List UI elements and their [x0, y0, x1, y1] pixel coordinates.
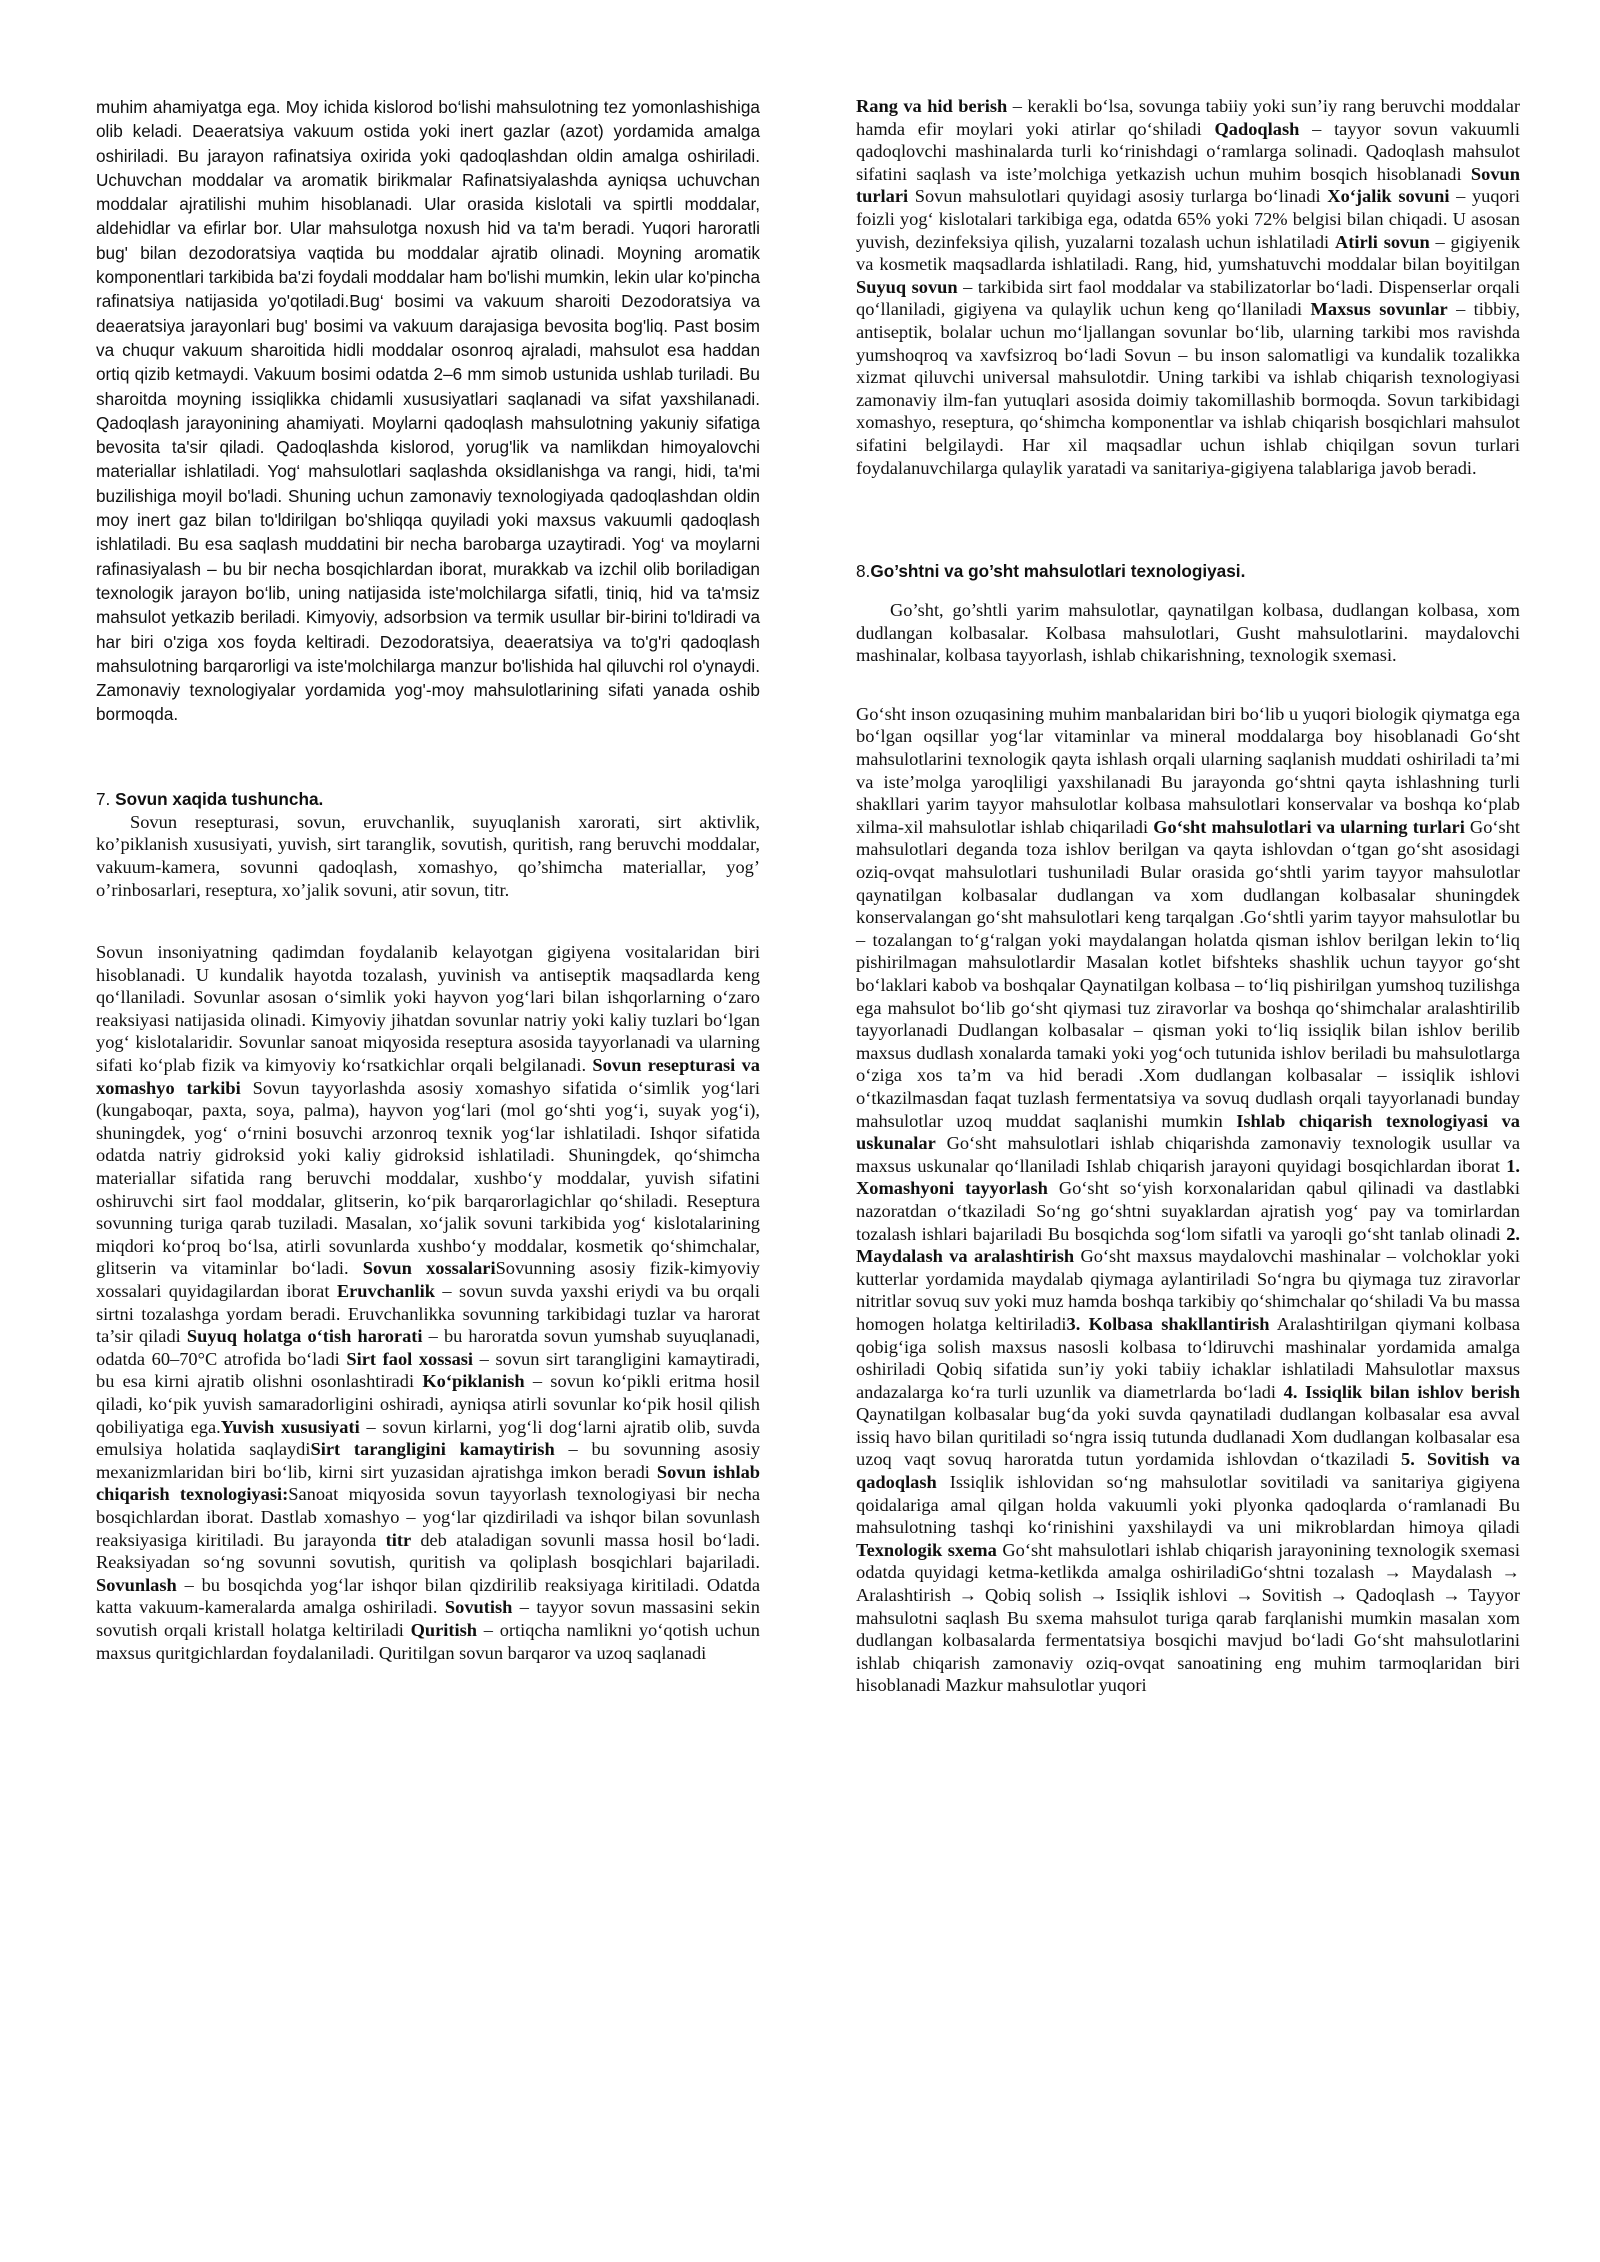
section-8-heading: [856, 559, 1520, 583]
bold-term: Sovutish: [444, 1597, 513, 1618]
bold-term: Sirt faol xossasi: [346, 1348, 474, 1369]
text-run: – tayyor sovun massasini sekin sovutish orqali kristall holatga keltiriladi: [96, 1597, 760, 1640]
bold-term: 1. Xomashyoni tayyorlash: [856, 1155, 1520, 1199]
section-7-continued: [856, 95, 1520, 479]
text-run: Go‘sht mahsulotlari ishlab chiqarish jarayonining texnologik sxemasi odatda quyidagi ketma-ketlikda amalga oshiriladiGo‘shtni tozalash → Maydalash → Aralashtirish → Qobiq solish → Issiqlik ishlovi → Sovitish → Qadoqlash → Tayyor mahsulotni saqlash Bu sxema mahsulot turiga qarab farqlanishi mumkin masalan xom dudlangan kolbasalarda fermentatsiya bosqichi mavjud bo‘ladi Go‘sht mahsulotlarini ishlab chiqarish zamonaviy oziq-ovqat sanoatining eng muhim tarmoqlaridan biri hisoblanadi Mazkur mahsulotlar yuqori: [856, 1539, 1520, 1696]
intro-paragraph: muhim ahamiyatga ega. Moy ichida kislorod bo‘lishi mahsulotning tez yomonlashishiga olib keladi. Deaeratsiya vakuum ostida yoki inert gazlar (azot) yordamida amalga oshiriladi. Bu jarayon rafinatsiya oxirida yoki qadoqlashdan oldin amalga oshiriladi. Uchuvchan moddalar va aromatik birikmalar Rafinatsiyalashda ayniqsa uchuvchan moddalar ajratilishi muhim hisoblanadi. Ular orasida kislotali va spirtli moddalar, aldehidlar va efirlar bor. Ular mahsulotga noxush hid va ta'm beradi. Yuqori haroratli bug' bilan dezodoratsiya vaqtida bu moddalar ajratib olinadi. Moyning aromatik komponentlari tarkibida ba'zi foydali moddalar ham bo'lishi mumkin, lekin ular ko'pincha rafinatsiya natijasida yo'qotiladi.Bug‘ bosimi va vakuum sharoiti Dezodoratsiya va deaeratsiya jarayonlari bug' bosimi va vakuum darajasiga bevosita bog'liq. Past bosim va chuqur vakuum sharoitida hidli moddalar osonroq ajraladi, mahsulot esa haddan ortiq qizib ketmaydi. Vakuum bosimi odatda 2–6 mm simob ustunida ushlab turiladi. Bu sharoitda moyning issiqlikka chidamli xususiyatlari saqlanadi va sifat yaxshilanadi. Qadoqlash jarayonining ahamiyati. Moylarni qadoqlash mahsulotning yakuniy sifatiga bevosita ta'sir qiladi. Qadoqlashda kislorod, yorug'lik va namlikdan himoyalovchi materiallar ishlatiladi. Yog‘ mahsulotlari saqlashda oksidlanishga va rangi, hidi, ta'mi buzilishiga moyil bo'ladi. Shuning uchun zamonaviy texnologiyada qadoqlashdan oldin moy inert gaz bilan to'ldirilgan bo'shliqqa quyiladi yoki maxsus vakuumli qadoqlash ishlatiladi. Bu esa saqlash muddatini bir necha barobarga uzaytiradi. Yog‘ va moylarni rafinasiyalash – bu bir necha bosqichlardan iborat, murakkab va izchil olib boriladigan texnologik jarayon bo‘lib, uning natijasida iste'molchilarga sifatli, tiniq, hid va ta'msiz mahsulot yetkazib beriladi. Kimyoviy, adsorbsion va termik usullar bir-birini to'ldiradi va har biri o'ziga xos foyda keltiradi. Dezodoratsiya, deaeratsiya va to'g'ri qadoqlash mahsulotning barqarorligi va iste'molchilarga manzur bo'lishida hal qiluvchi rol o'ynaydi. Zamonaviy texnologiyalar yordamida yog'-moy mahsulotlarining sifati yanada oshib bormoqda.: [96, 97, 760, 725]
bold-term: Eruvchanlik: [336, 1281, 435, 1301]
bold-term: Maxsus sovunlar: [1310, 299, 1448, 320]
section-7-heading: [96, 787, 760, 811]
text-run: Qaynatilgan kolbasalar bug‘da yoki suvda qaynatiladi dudlangan kolbasalar esa avval issiq havo bilan quritiladi so‘ngra issiq tutunda dudlanadi Xom dudlangan kolbasalar esa uzoq vaqt sovuq haroratda tutun yordamida ishlovdan o‘tkaziladi: [856, 1404, 1520, 1470]
left-column: [96, 95, 760, 1664]
bold-term: Qadoqlash: [1214, 118, 1300, 139]
text-run: deb ataladigan sovunli massa hosil bo‘ladi. Reaksiyadan so‘ng sovunni sovutish, quritish va qoliplash bosqichlari bajariladi.: [96, 1529, 760, 1573]
bold-term: 3. Kolbasa shakllantirish: [1066, 1313, 1270, 1334]
text-run: – bu haroratda sovun yumshab suyuqlanadi, odatda 60–70°C atrofida bo‘ladi: [96, 1326, 761, 1369]
bold-term: Texnologik sxema: [856, 1539, 997, 1560]
text-run: – sovun kirlarni, yog‘li dog‘larni ajratib olib, suvda emulsiya holatida saqlaydi: [96, 1416, 760, 1460]
bold-term: Sovunlash: [96, 1574, 177, 1595]
text-run: Issiqlik ishlovidan so‘ng mahsulotlar sovitiladi va sanitariya gigiyena qoidalariga amal qilgan holda vakuumli yoki plyonka qadoqlarda o‘ramlanadi Bu mahsulotning tashqi ko‘rinishini yaxshilaydi va uni mikroblardan himoya qiladi: [856, 1472, 1520, 1538]
text-run: Sanoat miqyosida sovun tayyorlash texnologiyasi bir necha bosqichlardan iborat. Dastlab xomashyo – yog‘lar qizdiriladi va ishqor bilan sovunlash reaksiyasiga kiritiladi. Bu jarayonda: [96, 1484, 760, 1550]
section-7-number: 7.: [96, 788, 116, 809]
text-run: – sovun suvda yaxshi eriydi va bu orqali sirtni tozalashga yordam beradi. Eruvchanlikka sovunning tarkibidagi tuzlar va harorat ta’sir qiladi: [96, 1281, 760, 1347]
section-8-keywords: Go’sht, go’shtli yarim mahsulotlar, qaynatilgan kolbasa, dudlangan kolbasa, xom dudlangan kolbasalar. Kolbasa mahsulotlari, Gusht mahsulotlarini. maydalovchi mashinalar, kolbasa tayyorlash, ishlab chikarishning, texnologik sxemasi.: [856, 600, 1520, 666]
bold-term: Yuvish xususiyati: [220, 1416, 360, 1437]
section-8-title: Go’shtni va go’sht mahsulotlari texnologiyasi.: [870, 561, 1246, 582]
text-run: – tayyor sovun vakuumli qadoqlovchi mashinalarda turli ko‘rinishdagi o‘ramlarga solinadi. Qadoqlash mahsulot sifatini saqlash va iste’molchiga yetkazish uchun muhim bosqich hisoblanadi: [856, 118, 1520, 184]
bold-term: Ishlab chiqarish texnologiyasi va uskunalar: [856, 1110, 1521, 1154]
section-7-body: [96, 941, 760, 1664]
text-run: Go‘sht inson ozuqasining muhim manbalaridan biri bo‘lib u yuqori biologik qiymatga ega bo‘lgan oqsillar yog‘lar vitaminlar va mineral moddalarga boy hisoblanadi Go‘sht mahsulotlarini texnologik qayta ishlash orqali ularning saqlanish muddati oshiriladi ta’mi va iste’molga yaroqliligi yaxshilanadi Bu jarayonda go‘shtni qayta ishlashning turli shakllari yarim tayyor mahsulotlar kolbasa mahsulotlari konservalar va boshqa ko‘plab xilma-xil mahsulotlar ishlab chiqariladi: [856, 703, 1520, 837]
section-7-title: Sovun xaqida tushuncha.: [115, 788, 324, 809]
bold-term: titr: [385, 1529, 412, 1550]
bold-term: Ko‘piklanish: [422, 1371, 525, 1392]
bold-term: Xo‘jalik sovuni: [1327, 186, 1450, 207]
text-run: – yuqori foizli yog‘ kislotalari tarkibiga ega, odatda 65% yoki 72% belgisi bilan chiqadi. U asosan yuvish, dezinfeksiya qilish, yuzalarni tozalash uchun ishlatiladi: [856, 186, 1520, 252]
text-run: – ortiqcha namlikni yo‘qotish uchun maxsus quritgichlardan foydalaniladi. Quritilgan sovun barqaror va uzoq saqlanadi: [96, 1619, 760, 1663]
section-8-body: [856, 703, 1520, 1697]
text-run: – gigiyenik va kosmetik maqsadlarda ishlatiladi. Rang, hid, yumshatuvchi moddalar bilan boyitilgan: [856, 231, 1521, 275]
bold-term: Rang va hid berish: [856, 96, 1008, 116]
bold-term: Go‘sht mahsulotlari va ularning turlari: [1153, 816, 1465, 837]
text-run: Sovun mahsulotlari quyidagi asosiy turlarga bo‘linadi: [908, 186, 1328, 207]
text-run: – tibbiy, antiseptik, bolalar uchun mo‘ljallangan sovunlar bo‘lib, ularning tarkibi mos ravishda yumshoqroq va xavfsizroq bo‘ladi Sovun – bu inson salomatligi va kundalik tozalikka xizmat qiluvchi universal mahsulotdir. Uning tarkibi va ishlab chiqarish texnologiyasi zamonaviy ilm-fan yutuqlari asosida doimiy takomillashib bormoqda. Sovun tarkibidagi xomashyo, reseptura, qo‘shimcha komponentlar va ishlab chiqarish bosqichlari mahsulot sifatini belgilaydi. Har xil maqsadlar uchun ishlab chiqilgan sovun turlari foydalanuvchilarga qulaylik yaratadi va sanitariya-gigiyena talablariga javob beradi.: [856, 299, 1520, 478]
bold-term: Suyuq sovun: [856, 276, 958, 297]
bold-term: 5. Sovitish va qadoqlash: [856, 1449, 1520, 1493]
text-run: – bu bosqichda yog‘lar ishqor bilan qizdirilib reaksiyaga kiritiladi. Odatda katta vakuum-kameralarda amalga oshiriladi.: [96, 1574, 760, 1618]
bold-term: Sirt tarangligini kamaytirish: [310, 1439, 555, 1460]
section-8-number: 8.: [856, 561, 871, 582]
text-run: Go‘sht mahsulotlari ishlab chiqarishda zamonaviy texnologik usullar va maxsus uskunalar qo‘llaniladi Ishlab chiqarish jarayoni quyidagi bosqichlardan iborat: [856, 1133, 1520, 1176]
text-run: – bu sovunning asosiy mexanizmlaridan biri bo‘lib, kirni sirt yuzasidan ajratishga imkon beradi: [96, 1439, 761, 1482]
bold-term: Sovun turlari: [856, 163, 1520, 207]
bold-term: Sovun xossalari: [362, 1258, 496, 1279]
bold-term: Suyuq holatga o‘tish harorati: [186, 1326, 423, 1347]
text-run: Sovun tayyorlashda asosiy xomashyo sifatida o‘simlik yog‘lari (kungaboqar, paxta, soya, palma), hayvon yog‘lari (mol go‘shti yog‘i, suyak yog‘i), shuningdek, yog‘ o‘rnini bosuvchi arzonroq texnik yog‘lar ishlatiladi. Ishqor sifatida odatda natriy gidroksid yoki kaliy gidroksid ishlatiladi. Shuningdek, qo‘shimcha materiallar sifatida rang beruvchi moddalar, xushbo‘y moddalar, yuvish sifatini oshiruvchi sirt faol moddalar, glitserin, ko‘pik barqarorlagichlar qo‘shiladi. Reseptura sovunning turiga qarab tuziladi. Masalan, xo‘jalik sovuni tarkibida yog‘ kislotalarining miqdori ko‘proq bo‘lsa, atirli sovunlarda xushbo‘y moddalar, kosmetik qo‘shimchalar, glitserin va vitaminlar bo‘ladi.: [96, 1077, 761, 1279]
text-run: Sovunning asosiy fizik-kimyoviy xossalari quyidagilardan iborat: [96, 1258, 761, 1301]
bold-term: 4. Issiqlik bilan ishlov berish: [1283, 1381, 1520, 1402]
text-run: Go‘sht maxsus maydalovchi mashinalar – volchoklar yoki kutterlar yordamida maydalab qiymaga aylantiriladi So‘ngra bu qiymaga tuz ziravorlar nitritlar sovuq suv yoki muz hamda boshqa tarkibiy qo‘shimchalar qo‘shiladi Va bu massa homogen holatga keltiriladi: [856, 1246, 1520, 1334]
text-run: – kerakli bo‘lsa, sovunga tabiiy yoki sun’iy rang beruvchi moddalar hamda efir moylari yoki atirlar qo‘shiladi: [856, 96, 1521, 139]
right-column: [856, 95, 1520, 1697]
text-run: – sovun sirt tarangligini kamaytiradi, bu esa kirni ajratib olishni osonlashtiradi: [96, 1348, 760, 1392]
section-7-keywords: Sovun resepturasi, sovun, eruvchanlik, suyuqlanish xarorati, sirt aktivlik, ko’piklanish xususiyati, yuvish, sirt taranglik, sovutish, quritish, rang beruvchi moddalar, vakuum-kamera, sovunni qadoqlash, xomashyo, qo’shimcha materiallar, yog’ o’rinbosarlari, reseptura, xo’jalik sovuni, atir sovun, titr.: [96, 811, 760, 900]
bold-term: Sovun ishlab chiqarish texnologiyasi:: [96, 1461, 761, 1505]
bold-term: 2. Maydalash va aralashtirish: [856, 1223, 1520, 1267]
bold-term: Sovun resepturasi va xomashyo tarkibi: [96, 1055, 760, 1098]
text-run: Go‘sht so‘yish korxonalaridan qabul qilinadi va dastlabki nazoratdan o‘tkaziladi So‘ng go‘shtni suyaklardan ajratish yog‘ pay va tomirlardan tozalash ishlari bajariladi Bu bosqichda sog‘lom sifatli va yaroqli go‘sht tanlab olinadi: [856, 1178, 1520, 1244]
text-run: Go‘sht mahsulotlari deganda toza ishlov berilgan va qayta ishlovdan o‘tgan go‘sht asosidagi oziq-ovqat mahsulotlari tushuniladi Bular orasida go‘shtli yarim tayyor mahsulotlar qaynatilgan kolbasalar dudlangan va xom dudlangan kolbasalar shuningdek konservalangan go‘sht mahsulotlari keng tarqalgan .Go‘shtli yarim tayyor mahsulotlar bu – tozalangan to‘g‘ralgan yoki maydalangan holatda qisman ishlov berilgan lekin to‘liq pishirilmagan mahsulotlardir Masalan kotlet bifshteks shashlik uchun tayyor go‘sht bo‘laklari kabob va boshqalar Qaynatilgan kolbasa – to‘liq pishirilgan yumshoq tuzilishga ega mahsulot bo‘lib go‘sht qiymasi tuz ziravorlar va boshqa qo‘shimchalar aralashtirilib tayyorlanadi Dudlangan kolbasalar – qisman yoki to‘liq issiqlik bilan ishlov berilib maxsus dudlash xonalarda tamaki yoki yog‘och tutunida ishlov beriladi bu mahsulotlarga o‘ziga xos ta’m va hid beradi .Xom dudlangan kolbasalar – issiqlik ishlovi o‘tkazilmasdan faqat tuzlash fermentatsiya va sovuq dudlash orqali tayyorlanadi bunday mahsulotlar uzoq muddat saqlanishi mumkin: [856, 816, 1520, 1131]
bold-term: Atirli sovun: [1334, 231, 1430, 252]
text-run: Sovun insoniyatning qadimdan foydalanib kelayotgan gigiyena vositalaridan biri hisoblanadi. U kundalik hayotda tozalash, yuvinish va antiseptik maqsadlarda keng qo‘llaniladi. Sovunlar asosan o‘simlik yoki hayvon yog‘lari bilan ishqorlarning o‘zaro reaksiyasi natijasida olinadi. Kimyoviy jihatdan sovunlar natriy yoki kaliy tuzlari bo‘lgan yog‘ kislotalaridir. Sovunlar sanoat miqyosida reseptura asosida tayyorlanadi va ularning sifati ko‘plab fizik va kimyoviy ko‘rsatkichlar orqali belgilanadi.: [96, 942, 760, 1076]
text-run: – sovun ko‘pikli eritma hosil qiladi, ko‘pik yuvish samaradorligini oshiradi, ayniqsa atirli sovunlar ko‘pik hosil qilish qobiliyatiga ega.: [96, 1371, 760, 1437]
text-run: Aralashtirilgan qiymani kolbasa qobig‘iga solish maxsus nasosli kolbasa to‘ldiruvchi mashinalar yordamida amalga oshiriladi Qobiq sifatida sun’iy yoki tabiiy ichaklar ishlatiladi Mahsulotlar maxsus andazalarga ko‘ra turli uzunlik va diametrlarda bo‘ladi: [856, 1313, 1520, 1402]
text-run: – tarkibida sirt faol moddalar va stabilizatorlar bo‘ladi. Dispenserlar orqali qo‘llaniladi, gigiyena va qulaylik uchun keng qo‘llaniladi: [856, 276, 1520, 320]
bold-term: Quritish: [410, 1619, 478, 1640]
